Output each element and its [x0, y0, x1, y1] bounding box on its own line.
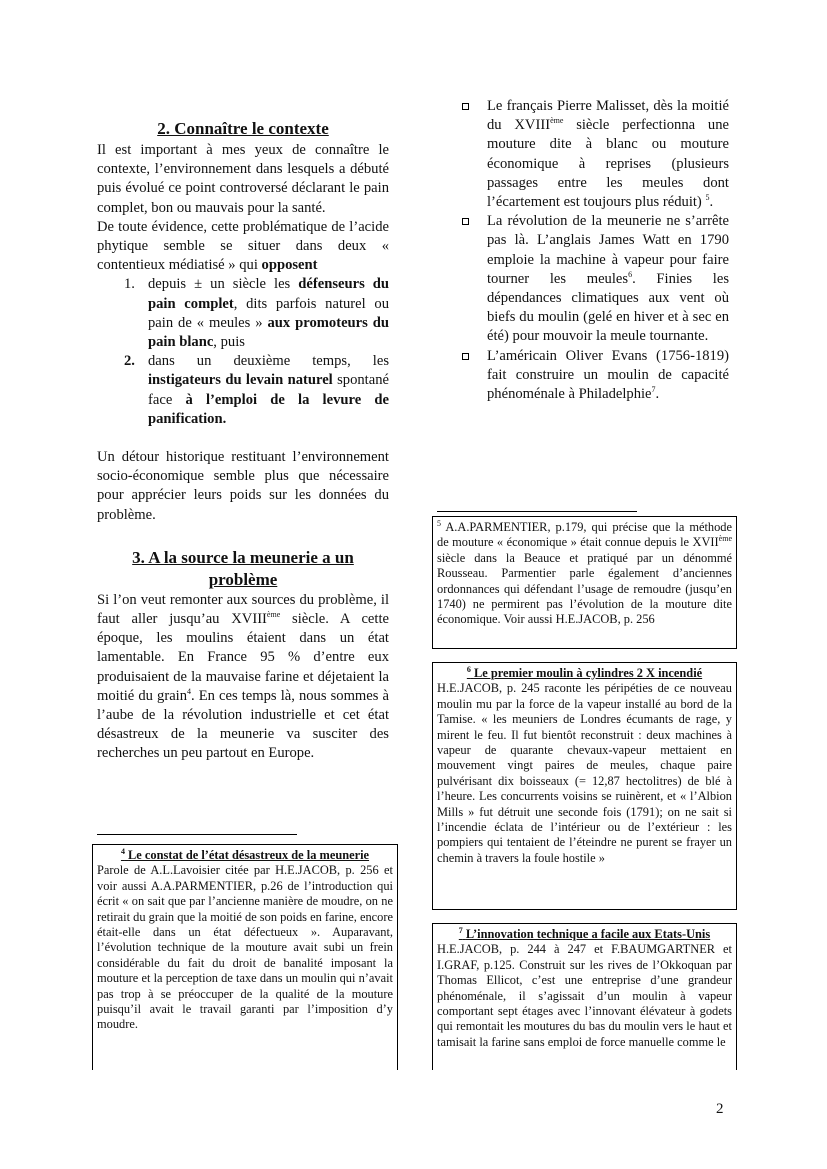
footnote-ref-5: 5 [705, 193, 710, 203]
footnote-ref-7: 7 [651, 385, 656, 395]
square-bullet-icon [462, 103, 469, 110]
square-bullet-icon [462, 353, 469, 360]
page-number: 2 [716, 1101, 724, 1117]
section-heading-3: 3. A la source la meunerie a un problème [132, 547, 354, 589]
footnote-4: $^4$ Le constat de l’état désastreux de la meunerie Parole de A.L.Lavoisier citée par H.E.JACOB, p. 256 et voir aussi A.A.PARMENTIER, p.26 de l’introduction qui écrit « on sait que par l’ancienne manière de moudre, on ne retirait du grain que la moitié de son poids en farine, encore était-elle dans un état défectueux ». Auparavant, l’évolution technique de la mouture avait subi un frein considérable du fait du droit de banalité imposant la mouture et la perception de taxe dans un moulin qui n’avait pas trop à se préoccuper de la qualité de la mouture puisqu’il avait le travail garanti par l’imposition d’y moudre. [92, 844, 398, 1070]
footnote-7: $^7$ L’innovation technique a facile aux Etats-Unis H.E.JACOB, p. 244 à 247 et F.BAUMGARTNER et I.GRAF, p.125. Construit sur les rives de l’Okkoquan par Thomas Ellicot, c’est une entreprise d’une grandeur phénoménale, il s’agissait d’un moulin à vapeur comportant sept étages avec l’innovant élévateur à godets qui remontait les moutures du bas du moulin vers le haut et tamisait la farine sans emploi de force manuelle comme le [432, 923, 737, 1070]
paragraph-problematic: De toute évidence, cette problématique de l’acide phytique semble se situer dans deux « contentieux médiatisé » qui opposent [97, 218, 389, 274]
bullet-list [432, 97, 729, 404]
section-heading-2: 2. Connaître le contexte [157, 119, 329, 138]
numbered-list [97, 275, 389, 429]
list-item: 1. depuis ± un siècle les défenseurs du pain complet, dits parfois naturel ou pain de « meules » aux promoteurs du pain blanc, puis [124, 276, 390, 351]
footnote-ref-4: 4 [187, 687, 192, 697]
paragraph-source: Si l’on veut remonter aux sources du problème, il faut aller jusqu’au XVIIIème siècle. A cette époque, les moulins étaient dans un état lamentable. En France 95 % d’entre eux produisaient de la mauvaise farine et déjetaient la moitié du grain$^4$. En ces temps là, nous sommes à l’aube de la révolution industrielle et cet état désastreux de la meunerie va susciter des recherches un peu partout en Europe. [97, 591, 389, 762]
square-bullet-icon [462, 218, 469, 225]
footnote-ref-6: 6 [628, 269, 633, 279]
footnote-separator [437, 511, 637, 512]
footnote-separator [97, 834, 297, 835]
left-column [97, 118, 389, 764]
paragraph-context: Il est important à mes yeux de connaître le contexte, l’environnement dans lesquels a débuté puis évolué ce point controversé déclarant le pain complet, bon ou mauvais pour la santé. [97, 142, 389, 216]
right-column [432, 97, 729, 404]
paragraph-detour: Un détour historique restituant l’environnement socio-économique semble plus que nécessaire pour apprécier leurs poids sur les données du problème. [97, 449, 389, 523]
bullet-item: L’américain Oliver Evans (1756-1819) fait construire un moulin de capacité phénoménale à Philadelphie$^7$. [432, 347, 729, 405]
footnote-6: $^6$ Le premier moulin à cylindres 2 X incendié H.E.JACOB, p. 245 raconte les péripéties de ce nouveau moulin mu par la force de la vapeur installé au bord de la Tamise. « les meuniers de Londres écumants de rage, y mirent le feu. Il fut bientôt reconstruit : deux machines à vapeur de quarante chevaux-vapeur mettaient en mouvement vingt paires de meules, chaque paire pulvérisant dix boisseaux (= 12,87 hectolitres) de blé à l’heure. Les concurrents voisins se ruinèrent, et « l’Albion Mills » fut détruit une seconde fois (1791); on ne sait si l’incendie éclata de l’intérieur ou de l’extérieur : les pompiers qui tentaient de l’éteindre ne purent se frayer un chemin à travers la foule hostile » [432, 662, 737, 910]
bullet-item: La révolution de la meunerie ne s’arrête pas là. L’anglais James Watt en 1790 emploie la machine à vapeur pour faire tourner les meules$^6$. Finies les dépendances climatiques aux vent où biefs du moulin (gelé en hiver et à sec en été) pour mouvoir la meule tournante. [432, 212, 729, 346]
footnote-5: $^5$ A.A.PARMENTIER, p.179, qui précise que la méthode de mouture « économique » était connue depuis le XVIIème siècle dans la Beauce et pratiqué par un dénommé Rousseau. Parmentier parle également d’anciennes ordonnances qui défendant l’usage de remoudre (jusqu’en 1740) ne permirent pas l’évolution de la mouture dite économique. Voir aussi H.E.JACOB, p. 256 [432, 516, 737, 649]
bullet-item: Le français Pierre Malisset, dès la moitié du XVIIIème siècle perfectionna une mouture dite à blanc ou mouture économique à reprises (plusieurs passages entre les meules dont l’écartement est toujours plus réduit) $^5$. [432, 97, 729, 212]
list-item: 2. dans un deuxième temps, les instigateurs du levain naturel spontané face à l’emploi de la levure de panification. [124, 353, 389, 427]
